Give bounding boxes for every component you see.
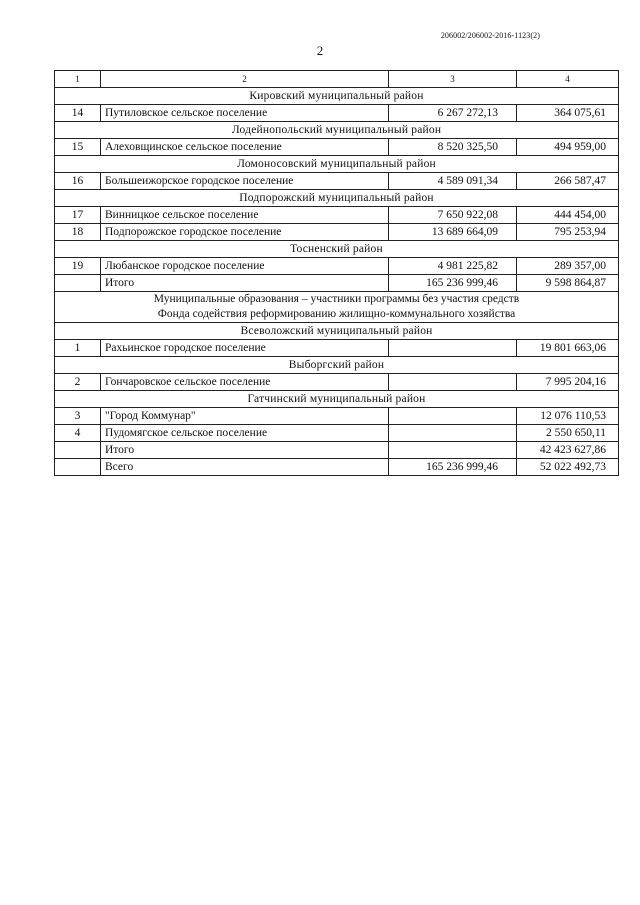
- table-row: [55, 258, 619, 275]
- page-number: 2: [316, 43, 324, 58]
- table-row: [55, 425, 619, 442]
- header-cell: 1: [55, 71, 101, 88]
- row-number: 3: [55, 408, 101, 425]
- settlement-name: Всего: [101, 459, 389, 476]
- district-name: Гатчинский муниципальный район: [55, 391, 619, 408]
- settlement-name: Большеижорское городское поселение: [101, 173, 389, 190]
- district-name: Подпорожский муниципальный район: [55, 190, 619, 207]
- table-row: [55, 207, 619, 224]
- row-number: 18: [55, 224, 101, 241]
- amount-col3: [389, 408, 517, 425]
- amount-col4: 19 801 663,06: [517, 340, 619, 357]
- district-name: Ломоносовский муниципальный район: [55, 156, 619, 173]
- note-line: Муниципальные образования – участники программы без участия средств: [153, 293, 520, 305]
- settlement-name: Итого: [101, 442, 389, 459]
- row-number: 17: [55, 207, 101, 224]
- header-cell: 3: [389, 71, 517, 88]
- row-number: 15: [55, 139, 101, 156]
- row-number: 2: [55, 374, 101, 391]
- amount-col4: 266 587,47: [517, 173, 619, 190]
- amount-col4: 42 423 627,86: [517, 442, 619, 459]
- settlement-name: Путиловское сельское поселение: [101, 105, 389, 122]
- district-section-row: [55, 357, 619, 374]
- amount-col3: 7 650 922,08: [389, 207, 517, 224]
- row-number: 4: [55, 425, 101, 442]
- district-section-row: [55, 156, 619, 173]
- amount-col3: [389, 340, 517, 357]
- district-section-row: [55, 190, 619, 207]
- settlement-name: Рахьинское городское поселение: [101, 340, 389, 357]
- table-row: [55, 173, 619, 190]
- amount-col4: 12 076 110,53: [517, 408, 619, 425]
- district-name: Выборгский район: [55, 357, 619, 374]
- settlement-name: Винницкое сельское поселение: [101, 207, 389, 224]
- header-cell: 2: [101, 71, 389, 88]
- amount-col3: 6 267 272,13: [389, 105, 517, 122]
- amount-col4: 9 598 864,87: [517, 275, 619, 292]
- settlement-name: Гончаровское сельское поселение: [101, 374, 389, 391]
- settlement-name: Любанское городское поселение: [101, 258, 389, 275]
- table-row: [55, 442, 619, 459]
- amount-col4: 364 075,61: [517, 105, 619, 122]
- amount-col3: [389, 374, 517, 391]
- header-row: [55, 71, 619, 88]
- district-section-row: [55, 241, 619, 258]
- table-row: [55, 340, 619, 357]
- row-number: [55, 442, 101, 459]
- district-name: Кировский муниципальный район: [55, 88, 619, 105]
- district-section-row: [55, 391, 619, 408]
- amount-col3: [389, 442, 517, 459]
- table-row: [55, 224, 619, 241]
- amount-col3: 4 981 225,82: [389, 258, 517, 275]
- table-row: [55, 459, 619, 476]
- amount-col3: 4 589 091,34: [389, 173, 517, 190]
- row-number: 16: [55, 173, 101, 190]
- row-number: 1: [55, 340, 101, 357]
- amount-col3: 8 520 325,50: [389, 139, 517, 156]
- amount-col3: 165 236 999,46: [389, 275, 517, 292]
- row-number: 14: [55, 105, 101, 122]
- table-row: [55, 275, 619, 292]
- amount-col4: 2 550 650,11: [517, 425, 619, 442]
- district-section-row: [55, 122, 619, 139]
- row-number: [55, 459, 101, 476]
- table-row: [55, 105, 619, 122]
- settlement-name: Подпорожское городское поселение: [101, 224, 389, 241]
- amount-col4: 289 357,00: [517, 258, 619, 275]
- row-number: 19: [55, 258, 101, 275]
- amount-col4: 795 253,94: [517, 224, 619, 241]
- settlement-name: "Город Коммунар": [101, 408, 389, 425]
- amount-col3: 165 236 999,46: [389, 459, 517, 476]
- note-line: Фонда содействия реформированию жилищно-коммунального хозяйства: [157, 308, 516, 320]
- table-row: [55, 374, 619, 391]
- budget-table: [54, 70, 619, 476]
- amount-col4: 494 959,00: [517, 139, 619, 156]
- settlement-name: Пудомягское сельское поселение: [101, 425, 389, 442]
- table-row: [55, 408, 619, 425]
- amount-col4: 52 022 492,73: [517, 459, 619, 476]
- header-cell: 4: [517, 71, 619, 88]
- district-name: Лодейнопольский муниципальный район: [55, 122, 619, 139]
- row-number: [55, 275, 101, 292]
- note-row: [55, 292, 619, 323]
- district-name: Тосненский район: [55, 241, 619, 258]
- note-cell: [55, 292, 619, 323]
- amount-col4: 444 454,00: [517, 207, 619, 224]
- document-id: 206002/206002-2016-1123(2): [440, 31, 540, 40]
- table-row: [55, 139, 619, 156]
- amount-col3: 13 689 664,09: [389, 224, 517, 241]
- settlement-name: Итого: [101, 275, 389, 292]
- district-section-row: [55, 88, 619, 105]
- district-name: Всеволожский муниципальный район: [55, 323, 619, 340]
- settlement-name: Алеховщинское сельское поселение: [101, 139, 389, 156]
- amount-col3: [389, 425, 517, 442]
- district-section-row: [55, 323, 619, 340]
- amount-col4: 7 995 204,16: [517, 374, 619, 391]
